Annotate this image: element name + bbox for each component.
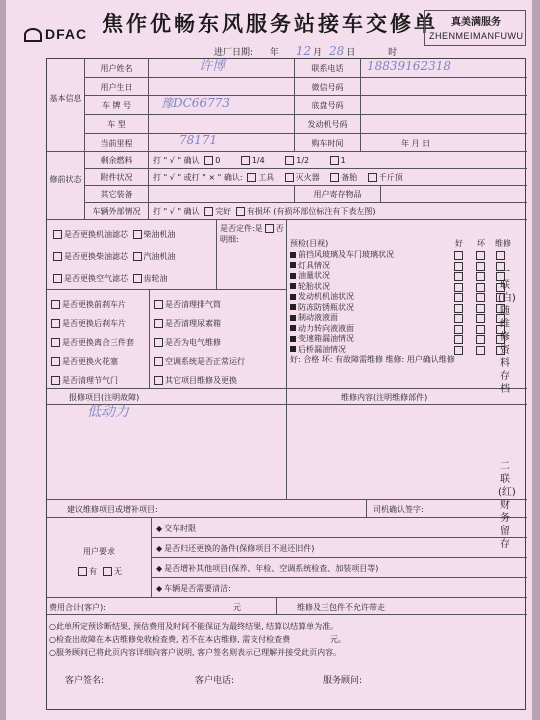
pre-check-section-label: 修前状态	[47, 152, 85, 220]
return-parts-row[interactable]: ◆ 是否归还更换的备件(保修项目不退还旧件)	[152, 538, 527, 558]
inspection-item	[290, 271, 527, 282]
gear-oil-checkbox[interactable]	[133, 274, 142, 283]
system-service-list	[150, 290, 287, 389]
inspection-bad-checkbox[interactable]	[476, 251, 485, 260]
reported-issues-header: 报修项目(注明故障)	[47, 389, 287, 405]
year-label: 年	[269, 48, 279, 58]
birthday-label: 用户生日	[85, 78, 149, 96]
repair-content-area[interactable]	[287, 405, 527, 500]
cleaning-label: 车辆是否需要清洁:	[164, 584, 231, 593]
dfac-emblem-icon	[24, 28, 42, 42]
other-equipment-field[interactable]	[149, 186, 295, 203]
inspection-bad-checkbox[interactable]	[476, 346, 485, 355]
diesel-oil-checkbox[interactable]	[133, 230, 142, 239]
total-cost-unit: 元	[233, 603, 241, 612]
suggested-items-label: 建议维修项目或增补项目:	[47, 500, 367, 518]
phone-field[interactable]: 18839162318	[361, 59, 527, 78]
dfac-logo	[24, 26, 87, 42]
inspection-item-label: 防冻防锈瓶状况	[298, 302, 354, 312]
inspection-bad-checkbox[interactable]	[476, 262, 485, 271]
chassis-field[interactable]	[361, 96, 527, 115]
inspection-good-checkbox[interactable]	[454, 335, 463, 344]
additional-items-row[interactable]: ◆ 是否增补其他项目(保养、年检、空调系统检查、加装项目等)	[152, 558, 527, 578]
return-parts-label: 是否归还更换的备件(保修项目不退还旧件)	[164, 544, 315, 553]
note-advisor-explained: ○服务顾问已将此页内容详细向客户说明, 客户签名则表示已理解并接受此页内容。	[49, 648, 342, 657]
inspection-item-label: 油量状况	[298, 271, 330, 280]
spark-plug-label: 是否更换火花塞	[62, 357, 118, 366]
fuel-half-label: 1/2	[296, 156, 310, 165]
logo-text: DFAC	[45, 26, 88, 42]
wechat-field[interactable]	[361, 78, 527, 96]
terms-notes	[49, 620, 525, 659]
gasoline-oil-label: 汽油机油	[143, 252, 176, 261]
diesel-filter-label: 是否更换柴油滤芯	[64, 252, 128, 261]
cleaning-row[interactable]: ◆ 车辆是否需要清洁:	[152, 578, 527, 598]
owner-name-field[interactable]: 许博	[149, 59, 295, 78]
copy-one-note: 一联(白)随维修资料存档	[498, 267, 516, 395]
repair-content-header: 维修内容(注明维修部件)	[287, 389, 527, 405]
requests-yes-checkbox[interactable]	[78, 567, 87, 576]
rear-brake-label: 是否更换后刹车片	[62, 319, 126, 328]
fuel-quarter-checkbox[interactable]	[241, 156, 250, 165]
inspection-bad-checkbox[interactable]	[476, 304, 485, 313]
inspection-item-label: 制动液液面	[298, 313, 338, 322]
phone-label: 联系电话	[295, 59, 361, 78]
inspection-item	[290, 324, 527, 335]
brand-cn: 真美满服务	[451, 17, 501, 28]
throttle-checkbox[interactable]	[51, 376, 60, 385]
inspection-item	[290, 292, 527, 303]
other-equipment-label: 其它装备	[85, 186, 149, 203]
total-cost-cell[interactable]	[47, 598, 277, 615]
exterior-damaged-checkbox[interactable]	[236, 207, 245, 216]
parts-yes-checkbox[interactable]	[265, 224, 274, 233]
inspection-repair-checkbox[interactable]	[496, 251, 505, 260]
note-fee-unit: 元。	[330, 635, 347, 644]
repair-order-form	[6, 0, 532, 720]
diesel-filter-checkbox[interactable]	[53, 252, 62, 261]
reported-issue-value: 低动力	[87, 405, 129, 420]
hour-label: 时	[388, 48, 398, 58]
inspection-item-label: 动力转向液液面	[298, 323, 354, 333]
mileage-label: 当前里程	[85, 134, 149, 152]
inspection-bad-checkbox[interactable]	[476, 272, 485, 281]
service-brand-badge	[424, 10, 526, 46]
delivery-time-label: 交车时限	[164, 524, 197, 533]
spark-plug-checkbox[interactable]	[51, 357, 60, 366]
purchase-field[interactable]: 年 月 日	[361, 134, 527, 152]
inspection-bad-checkbox[interactable]	[476, 283, 485, 292]
gear-oil-label: 齿轮油	[143, 274, 168, 283]
inspection-good-checkbox[interactable]	[454, 262, 463, 271]
inspection-item	[290, 334, 527, 345]
fuel-0-label: 0	[215, 156, 221, 165]
inspection-good-header: 好	[455, 239, 463, 248]
fuel-instruction: 打 " √ " 确认	[153, 156, 200, 165]
inspection-bad-checkbox[interactable]	[476, 293, 485, 302]
clutch-kit-checkbox[interactable]	[51, 338, 60, 347]
other-repair-checkbox[interactable]	[154, 376, 163, 385]
stored-items-label: 用户寄存物品	[295, 186, 381, 203]
bullet-square-icon	[290, 325, 296, 331]
additional-items-label: 是否增补其他项目(保养、年检、空调系统检查、加装项目等)	[164, 564, 379, 573]
throttle-label: 是否清理节气门	[62, 376, 118, 385]
inspection-bad-checkbox[interactable]	[476, 335, 485, 344]
inspection-item-label: 灯具情况	[298, 260, 330, 270]
signature-row	[65, 673, 525, 686]
inspection-item	[290, 282, 527, 293]
inspection-item	[290, 313, 527, 324]
inspection-item	[290, 261, 527, 272]
inspection-bad-checkbox[interactable]	[476, 314, 485, 323]
oil-filter-checkbox[interactable]	[53, 230, 62, 239]
bullet-square-icon	[290, 336, 296, 342]
accessories-label: 附件状况	[85, 169, 149, 186]
bullet-square-icon	[290, 273, 296, 279]
urea-tank-checkbox[interactable]	[154, 319, 163, 328]
inspection-good-checkbox[interactable]	[454, 314, 463, 323]
delivery-time-row[interactable]: ◆ 交车时限	[152, 518, 527, 538]
entry-date	[214, 44, 411, 58]
parts-order-block	[217, 220, 287, 290]
inspection-item	[290, 303, 527, 314]
note-estimate: ○此单所定预诊断结果, 预估费用及时间不能保证为最终结果, 结算以结算单为准。	[49, 622, 339, 631]
bullet-square-icon	[290, 304, 296, 310]
bullet-square-icon	[290, 294, 296, 300]
customer-requests-label: 用户要求	[83, 547, 115, 556]
owner-name-label: 用户姓名	[85, 59, 149, 78]
other-repair-label: 其它项目维修及更换	[165, 376, 237, 385]
birthday-field[interactable]	[149, 78, 295, 96]
warranty-note: 维修及三包件不允许带走	[277, 598, 527, 615]
month-value: 12	[295, 44, 312, 58]
inspection-item-label: 前挡风玻璃及车门玻璃状况	[298, 250, 394, 259]
air-filter-label: 是否更换空气滤芯	[64, 274, 128, 283]
front-brake-checkbox[interactable]	[51, 300, 60, 309]
form-grid	[46, 58, 526, 710]
inspection-good-checkbox[interactable]	[454, 283, 463, 292]
ac-system-label: 空调系统是否正常运行	[165, 357, 245, 366]
parts-yes-label: 是	[254, 224, 263, 233]
parts-detail-label: 明细:	[220, 235, 239, 244]
inspection-bad-header: 坏	[477, 239, 485, 248]
inspection-item-label: 后桥漏油情况	[298, 344, 346, 354]
inspection-repair-header: 维修	[495, 239, 511, 248]
date-label: 进厂日期:	[214, 48, 254, 58]
note-inspection-fee: ○检查出故障在本店维修免收检查费, 若不在本店维修, 需支付检查费	[49, 635, 291, 644]
spare-tire-checkbox[interactable]	[330, 173, 339, 182]
fuel-options	[149, 152, 527, 169]
requests-no-checkbox[interactable]	[103, 567, 112, 576]
day-label: 日	[346, 48, 356, 58]
inspection-good-checkbox[interactable]	[454, 251, 463, 260]
fuel-half-checkbox[interactable]	[285, 156, 294, 165]
visual-inspection-block	[287, 220, 527, 389]
requests-no-label: 无	[114, 567, 122, 576]
bullet-square-icon	[290, 252, 296, 258]
rear-brake-checkbox[interactable]	[51, 319, 60, 328]
driver-signature-label: 司机确认签字:	[367, 500, 527, 518]
inspection-title: 预检(目视)	[290, 239, 329, 248]
engine-field[interactable]	[361, 115, 527, 134]
inspection-good-checkbox[interactable]	[454, 304, 463, 313]
day-value: 28	[328, 44, 345, 58]
extinguisher-label: 灭火器	[295, 173, 320, 182]
fuel-full-checkbox[interactable]	[330, 156, 339, 165]
fuel-label: 剩余燃料	[85, 152, 149, 169]
air-filter-checkbox[interactable]	[53, 274, 62, 283]
clutch-kit-label: 是否更换离合三件套	[62, 338, 134, 347]
inspection-item-label: 发动机机油状况	[298, 292, 354, 301]
diesel-oil-label: 柴油机油	[143, 230, 176, 239]
bullet-square-icon	[290, 346, 296, 352]
parts-no-label: 否	[275, 224, 284, 233]
inspection-good-checkbox[interactable]	[454, 346, 463, 355]
fuel-full-label: 1	[340, 156, 346, 165]
inspection-bad-checkbox[interactable]	[476, 325, 485, 334]
bullet-square-icon	[290, 315, 296, 321]
customer-requests-label-cell	[47, 518, 152, 598]
extinguisher-checkbox[interactable]	[285, 173, 294, 182]
advisor-label: 服务顾问:	[323, 676, 363, 686]
inspection-good-checkbox[interactable]	[454, 293, 463, 302]
inspection-item-label: 轮胎状况	[298, 281, 330, 291]
exterior-ok-checkbox[interactable]	[204, 207, 213, 216]
urea-tank-label: 是否清理尿素箱	[165, 319, 221, 328]
electrical-label: 是否为电气维修	[165, 338, 221, 347]
electrical-checkbox[interactable]	[154, 338, 163, 347]
parts-label: 是否定件:	[220, 224, 255, 233]
reported-issues-area[interactable]	[47, 405, 287, 500]
engine-label: 发动机号码	[295, 115, 361, 134]
wechat-label: 微信号码	[295, 78, 361, 96]
stored-items-field[interactable]	[381, 186, 527, 203]
month-label: 月	[313, 48, 323, 58]
oil-filter-label: 是否更换机油滤芯	[64, 230, 128, 239]
jack-checkbox[interactable]	[368, 173, 377, 182]
brand-en: ZHENMEIMANFUWU	[429, 31, 524, 41]
exterior-ok-label: 完好	[215, 207, 232, 216]
basic-info-section-label: 基本信息	[47, 59, 85, 152]
requests-yes-label: 有	[89, 567, 97, 576]
fluid-replacement-block	[47, 220, 217, 290]
plate-label: 车 牌 号	[85, 96, 149, 115]
fuel-quarter-label: 1/4	[251, 156, 265, 165]
exterior-label: 车辆外部情况	[85, 203, 149, 220]
gasoline-oil-checkbox[interactable]	[133, 252, 142, 261]
inspection-item-label: 变速箱漏油情况	[298, 334, 354, 343]
customer-phone-label: 客户电话:	[195, 676, 235, 686]
inspection-good-checkbox[interactable]	[454, 325, 463, 334]
jack-label: 千斤顶	[378, 173, 403, 182]
plate-field[interactable]: 豫DC66773	[149, 96, 295, 115]
bullet-square-icon	[290, 283, 296, 289]
model-label: 车 型	[85, 115, 149, 134]
total-cost-label: 费用合计(客户):	[49, 603, 106, 612]
front-brake-label: 是否更换前刹车片	[62, 300, 126, 309]
tools-label: 工具	[258, 173, 275, 182]
chassis-label: 底盘号码	[295, 96, 361, 115]
exhaust-checkbox[interactable]	[154, 300, 163, 309]
copy-two-note: 二联(红)财务留存	[498, 461, 516, 550]
fuel-0-checkbox[interactable]	[204, 156, 213, 165]
inspection-good-checkbox[interactable]	[454, 272, 463, 281]
brake-service-list	[47, 290, 150, 389]
spare-tire-label: 备胎	[341, 173, 358, 182]
inspection-item	[290, 345, 527, 356]
ac-system-checkbox[interactable]	[154, 357, 163, 366]
form-title: 焦作优畅东风服务站接车交修单	[102, 11, 438, 36]
inspection-rows	[290, 250, 527, 355]
exterior-damaged-label: 有损坏	[246, 207, 271, 216]
accessories-options	[149, 169, 527, 186]
exterior-note: (有损坏部位标注有下表左图)	[273, 207, 376, 216]
tools-checkbox[interactable]	[247, 173, 256, 182]
purchase-label: 购车时间	[295, 134, 361, 152]
mileage-field[interactable]: 78171	[149, 134, 295, 152]
inspection-legend: 好: 合格 坏: 有故障需维修 维修: 用户确认维修	[290, 355, 455, 364]
exterior-options	[149, 203, 527, 220]
model-field[interactable]	[149, 115, 295, 134]
exhaust-label: 是否清理排气筒	[165, 300, 221, 309]
bullet-square-icon	[290, 262, 296, 268]
inspection-item	[290, 250, 527, 261]
customer-signature-label: 客户签名:	[65, 676, 105, 686]
exterior-instruction: 打 " √ " 确认	[153, 207, 200, 216]
accessories-instruction: 打 " √ " 或打 " × " 确认:	[153, 173, 243, 182]
